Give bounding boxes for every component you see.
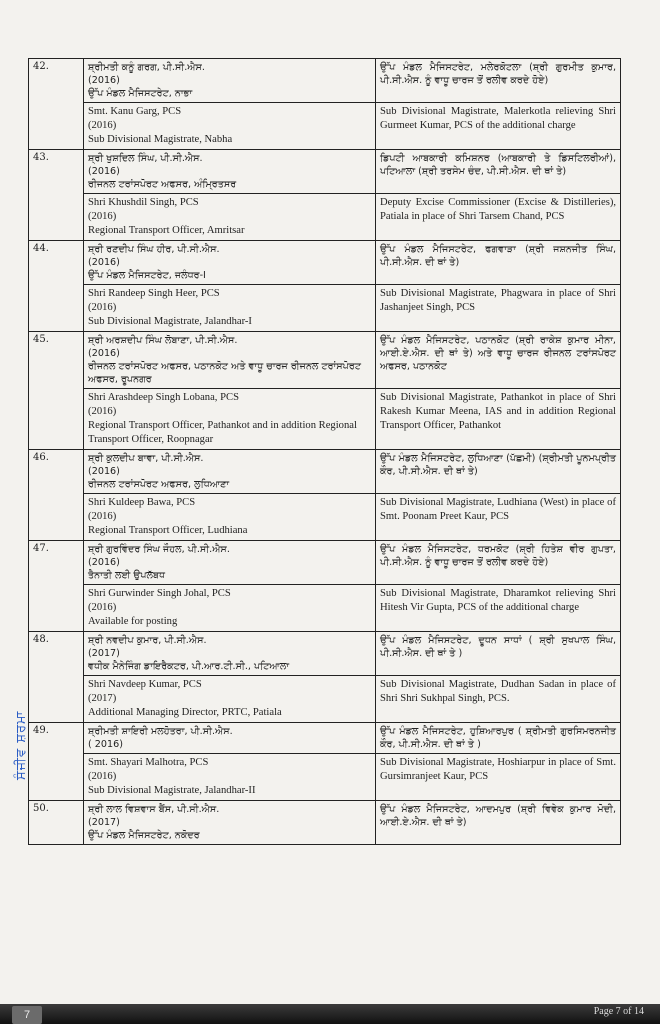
- page-of-label: Page 7 of 14: [593, 1006, 644, 1017]
- current-posting-line: Shri Arashdeep Singh Lobana, PCS: [88, 392, 239, 403]
- current-posting-line: (2017): [88, 817, 120, 828]
- entry-number: 42.: [29, 59, 84, 150]
- new-posting-punjabi: ਉੱਪ ਮੰਡਲ ਮੈਜਿਸਟਰੇਟ, ਦੂਧਨ ਸਾਧਾਂ ( ਸ਼੍ਰੀ ਸੁਖਪਾਲ ਸਿੰਘ, ਪੀ.ਸੀ.ਐਸ. ਦੀ ਥਾਂ ਤੇ ): [376, 632, 621, 676]
- current-posting-line: (2016): [88, 302, 117, 313]
- current-posting-line: Regional Transport Officer, Ludhiana: [88, 525, 248, 536]
- current-posting-line: ਸ਼੍ਰੀ ਕੁਲਦੀਪ ਬਾਵਾ, ਪੀ.ਸੀ.ਐਸ.: [88, 453, 204, 464]
- new-posting-punjabi: ਉੱਪ ਮੰਡਲ ਮੈਜਿਸਟਰੇਟ, ਹੁਸ਼ਿਆਰਪੁਰ ( ਸ਼੍ਰੀਮਤੀ ਗੁਰਸਿਮਰਨਜੀਤ ਕੌਰ, ਪੀ.ਸੀ.ਐਸ. ਦੀ ਥਾਂ ਤੇ ): [376, 723, 621, 754]
- new-posting-punjabi: ਉੱਪ ਮੰਡਲ ਮੈਜਿਸਟਰੇਟ, ਪਠਾਨਕੋਟ (ਸ਼੍ਰੀ ਰਾਕੇਸ਼ ਕੁਮਾਰ ਮੀਨਾ, ਆਈ.ਏ.ਐਸ. ਦੀ ਥਾਂ ਤੇ) ਅਤੇ ਵਾਧੂ ਚਾਰਜ ਰੀਜਨਲ ਟਰਾਂਸਪੋਰਟ ਅਫਸਰ, ਪਠਾਨਕੋਟ: [376, 332, 621, 389]
- current-posting-english: [84, 676, 376, 723]
- current-posting-line: Shri Kuldeep Bawa, PCS: [88, 497, 196, 508]
- entry-number: 43.: [29, 150, 84, 241]
- entry-row-english: [29, 285, 621, 332]
- current-posting-punjabi: [84, 332, 376, 389]
- current-posting-line: ਰੀਜਨਲ ਟਰਾਂਸਪੋਰਟ ਅਫਸਰ, ਪਠਾਨਕੋਟ ਅਤੇ ਵਾਧੂ ਚਾਰਜ ਰੀਜਨਲ ਟਰਾਂਸਪੋਰਟ ਅਫਸਰ, ਰੂਪਨਗਰ: [88, 361, 361, 385]
- entry-number: 48.: [29, 632, 84, 723]
- current-posting-line: ਉੱਪ ਮੰਡਲ ਮੈਜਿਸਟਰੇਟ, ਨਾਭਾ: [88, 88, 193, 99]
- current-posting-line: (2016): [88, 211, 117, 222]
- entry-row-punjabi: [29, 632, 621, 676]
- current-posting-english: [84, 285, 376, 332]
- entry-row-punjabi: [29, 241, 621, 285]
- current-posting-line: ਰੀਜਨਲ ਟਰਾਂਸਪੋਰਟ ਅਫਸਰ, ਲੁਧਿਆਣਾ: [88, 479, 230, 490]
- entry-row-punjabi: [29, 450, 621, 494]
- current-posting-line: (2017): [88, 693, 117, 704]
- entry-row-punjabi: [29, 541, 621, 585]
- current-posting-line: (2016): [88, 511, 117, 522]
- current-posting-line: Sub Divisional Magistrate, Jalandhar-I: [88, 316, 252, 327]
- current-posting-line: ( 2016): [88, 739, 123, 750]
- current-posting-line: ਰੀਜਨਲ ਟਰਾਂਸਪੋਰਟ ਅਫਸਰ, ਅੰਮ੍ਰਿਤਸਰ: [88, 179, 237, 190]
- transfer-orders-table: [28, 58, 621, 845]
- current-posting-line: (2016): [88, 348, 120, 359]
- new-posting-english: Sub Divisional Magistrate, Dharamkot relieving Shri Hitesh Vir Gupta, PCS of the additional charge: [376, 585, 621, 632]
- current-posting-line: ਸ਼੍ਰੀ ਰਣਦੀਪ ਸਿੰਘ ਹੀਰ, ਪੀ.ਸੀ.ਐਸ.: [88, 244, 220, 255]
- current-posting-line: (2016): [88, 557, 120, 568]
- new-posting-punjabi: ਉੱਪ ਮੰਡਲ ਮੈਜਿਸਟਰੇਟ, ਮਲੇਰਕੋਟਲਾ (ਸ਼੍ਰੀ ਗੁਰਮੀਤ ਕੁਮਾਰ, ਪੀ.ਸੀ.ਐਸ. ਨੂੰ ਵਾਧੂ ਚਾਰਜ ਤੋਂ ਰਲੀਵ ਕਰਦੇ ਹੋਏ): [376, 59, 621, 103]
- current-posting-line: ਤੈਨਾਤੀ ਲਈ ਉਪਲੱਬਧ: [88, 570, 166, 581]
- entry-row-english: [29, 194, 621, 241]
- current-posting-english: [84, 494, 376, 541]
- current-posting-line: Shri Gurwinder Singh Johal, PCS: [88, 588, 231, 599]
- handwritten-signature: [6, 700, 46, 780]
- current-posting-punjabi: [84, 59, 376, 103]
- current-posting-line: (2016): [88, 771, 117, 782]
- current-posting-line: Shri Khushdil Singh, PCS: [88, 197, 199, 208]
- new-posting-english: Sub Divisional Magistrate, Pathankot in place of Shri Rakesh Kumar Meena, IAS and in addition Regional Transport Officer, Pathankot: [376, 389, 621, 450]
- entry-row-english: [29, 585, 621, 632]
- current-posting-punjabi: [84, 541, 376, 585]
- new-posting-punjabi: ਡਿਪਟੀ ਆਬਕਾਰੀ ਕਮਿਸ਼ਨਰ (ਆਬਕਾਰੀ ਤੇ ਡਿਸਟਿਲਰੀਆਂ), ਪਟਿਆਲਾ (ਸ਼੍ਰੀ ਤਰਸੇਮ ਚੰਦ, ਪੀ.ਸੀ.ਐਸ. ਦੀ ਥਾਂ ਤੇ): [376, 150, 621, 194]
- new-posting-punjabi: ਉੱਪ ਮੰਡਲ ਮੈਜਿਸਟਰੇਟ, ਆਦਮਪੁਰ (ਸ਼੍ਰੀ ਵਿਵੇਕ ਕੁਮਾਰ ਮੋਦੀ, ਆਈ.ਏ.ਐਸ. ਦੀ ਥਾਂ ਤੇ): [376, 801, 621, 845]
- current-posting-line: Additional Managing Director, PRTC, Patiala: [88, 707, 282, 718]
- page-number-badge[interactable]: 7: [12, 1006, 42, 1024]
- new-posting-english: Sub Divisional Magistrate, Phagwara in place of Shri Jashanjeet Singh, PCS: [376, 285, 621, 332]
- new-posting-english: Sub Divisional Magistrate, Malerkotla relieving Shri Gurmeet Kumar, PCS of the additional charge: [376, 103, 621, 150]
- entry-number: 49.: [29, 723, 84, 801]
- current-posting-line: ਉੱਪ ਮੰਡਲ ਮੈਜਿਸਟਰੇਟ, ਨਕੋਦਰ: [88, 830, 200, 841]
- current-posting-english: [84, 389, 376, 450]
- current-posting-punjabi: [84, 150, 376, 194]
- current-posting-english: [84, 103, 376, 150]
- current-posting-punjabi: [84, 632, 376, 676]
- entry-row-punjabi: [29, 801, 621, 845]
- new-posting-punjabi: ਉੱਪ ਮੰਡਲ ਮੈਜਿਸਟਰੇਟ, ਫਗਵਾੜਾ (ਸ਼੍ਰੀ ਜਸ਼ਨਜੀਤ ਸਿੰਘ, ਪੀ.ਸੀ.ਐਸ. ਦੀ ਥਾਂ ਤੇ): [376, 241, 621, 285]
- current-posting-english: [84, 194, 376, 241]
- current-posting-line: ਸ਼੍ਰੀਮਤੀ ਸ਼ਾਇਰੀ ਮਲਹੋਤਰਾ, ਪੀ.ਸੀ.ਐਸ.: [88, 726, 233, 737]
- entry-row-english: [29, 676, 621, 723]
- entry-number: 46.: [29, 450, 84, 541]
- current-posting-line: (2016): [88, 406, 117, 417]
- new-posting-english: Sub Divisional Magistrate, Dudhan Sadan in place of Shri Shri Sukhpal Singh, PCS.: [376, 676, 621, 723]
- current-posting-line: ਉੱਪ ਮੰਡਲ ਮੈਜਿਸਟਰੇਟ, ਜਲੰਧਰ-I: [88, 270, 206, 281]
- current-posting-punjabi: [84, 241, 376, 285]
- current-posting-line: Shri Randeep Singh Heer, PCS: [88, 288, 220, 299]
- entry-row-punjabi: [29, 150, 621, 194]
- current-posting-line: Regional Transport Officer, Amritsar: [88, 225, 245, 236]
- signature-text: ਸੰਜੀਵ ਸ਼ਰਮਾ: [14, 710, 29, 780]
- current-posting-line: ਸ਼੍ਰੀ ਅਰਸ਼ਦੀਪ ਸਿੰਘ ਲੋਬਾਣਾ, ਪੀ.ਸੀ.ਐਸ.: [88, 335, 238, 346]
- new-posting-english: Sub Divisional Magistrate, Ludhiana (West) in place of Smt. Poonam Preet Kaur, PCS: [376, 494, 621, 541]
- entry-row-english: [29, 389, 621, 450]
- current-posting-line: (2017): [88, 648, 120, 659]
- new-posting-punjabi: ਉੱਪ ਮੰਡਲ ਮੈਜਿਸਟਰੇਟ, ਲੁਧਿਆਣਾ (ਪੱਛਮੀ) (ਸ਼੍ਰੀਮਤੀ ਪੂਨਮਪ੍ਰੀਤ ਕੌਰ, ਪੀ.ਸੀ.ਐਸ. ਦੀ ਥਾਂ ਤੇ): [376, 450, 621, 494]
- current-posting-line: (2016): [88, 120, 117, 131]
- current-posting-line: Smt. Shayari Malhotra, PCS: [88, 757, 209, 768]
- new-posting-punjabi: ਉੱਪ ਮੰਡਲ ਮੈਜਿਸਟਰੇਟ, ਧਰਮਕੋਟ (ਸ਼੍ਰੀ ਹਿਤੇਸ਼ ਵੀਰ ਗੁਪਤਾ, ਪੀ.ਸੀ.ਐਸ. ਨੂੰ ਵਾਧੂ ਚਾਰਜ ਤੋਂ ਰਲੀਵ ਕਰਦੇ ਹੋਏ): [376, 541, 621, 585]
- entry-number: 50.: [29, 801, 84, 845]
- current-posting-line: ਸ਼੍ਰੀ ਨਵਦੀਪ ਕੁਮਾਰ, ਪੀ.ਸੀ.ਐਸ.: [88, 635, 207, 646]
- current-posting-line: Sub Divisional Magistrate, Jalandhar-II: [88, 785, 256, 796]
- entry-number: 45.: [29, 332, 84, 450]
- new-posting-english: Deputy Excise Commissioner (Excise & Distilleries), Patiala in place of Shri Tarsem Chand, PCS: [376, 194, 621, 241]
- current-posting-line: ਸ਼੍ਰੀਮਤੀ ਕਨੂੰ ਗਰਗ, ਪੀ.ਸੀ.ਐਸ.: [88, 62, 205, 73]
- entry-row-punjabi: [29, 723, 621, 754]
- entry-row-english: [29, 103, 621, 150]
- entry-number: 44.: [29, 241, 84, 332]
- current-posting-punjabi: [84, 723, 376, 754]
- current-posting-english: [84, 754, 376, 801]
- viewer-footer-bar: [0, 1004, 660, 1024]
- current-posting-line: Regional Transport Officer, Pathankot and in addition Regional Transport Officer, Roopnagar: [88, 420, 357, 445]
- current-posting-line: (2016): [88, 166, 120, 177]
- current-posting-english: [84, 585, 376, 632]
- current-posting-line: Shri Navdeep Kumar, PCS: [88, 679, 202, 690]
- current-posting-line: ਵਧੀਕ ਮੈਨੇਜਿੰਗ ਡਾਇਰੈਕਟਰ, ਪੀ.ਆਰ.ਟੀ.ਸੀ., ਪਟਿਆਲਾ: [88, 661, 290, 672]
- new-posting-english: Sub Divisional Magistrate, Hoshiarpur in place of Smt. Gursimranjeet Kaur, PCS: [376, 754, 621, 801]
- current-posting-line: ਸ਼੍ਰੀ ਖੁਸ਼ਦਿਲ ਸਿੰਘ, ਪੀ.ਸੀ.ਐਸ.: [88, 153, 203, 164]
- current-posting-line: (2016): [88, 75, 120, 86]
- entry-number: 47.: [29, 541, 84, 632]
- current-posting-line: ਸ਼੍ਰੀ ਲਾਲ ਵਿਸ਼ਵਾਸ ਬੈਂਸ, ਪੀ.ਸੀ.ਐਸ.: [88, 804, 220, 815]
- current-posting-line: Smt. Kanu Garg, PCS: [88, 106, 182, 117]
- current-posting-line: Available for posting: [88, 616, 178, 627]
- current-posting-line: (2016): [88, 466, 120, 477]
- current-posting-punjabi: [84, 801, 376, 845]
- current-posting-punjabi: [84, 450, 376, 494]
- current-posting-line: (2016): [88, 602, 117, 613]
- current-posting-line: (2016): [88, 257, 120, 268]
- entry-row-english: [29, 494, 621, 541]
- entry-row-punjabi: [29, 332, 621, 389]
- current-posting-line: ਸ਼੍ਰੀ ਗੁਰਵਿੰਦਰ ਸਿੰਘ ਜੌਹਲ, ਪੀ.ਸੀ.ਐਸ.: [88, 544, 230, 555]
- entry-row-punjabi: [29, 59, 621, 103]
- entry-row-english: [29, 754, 621, 801]
- transfer-orders-body: [29, 59, 621, 845]
- current-posting-line: Sub Divisional Magistrate, Nabha: [88, 134, 233, 145]
